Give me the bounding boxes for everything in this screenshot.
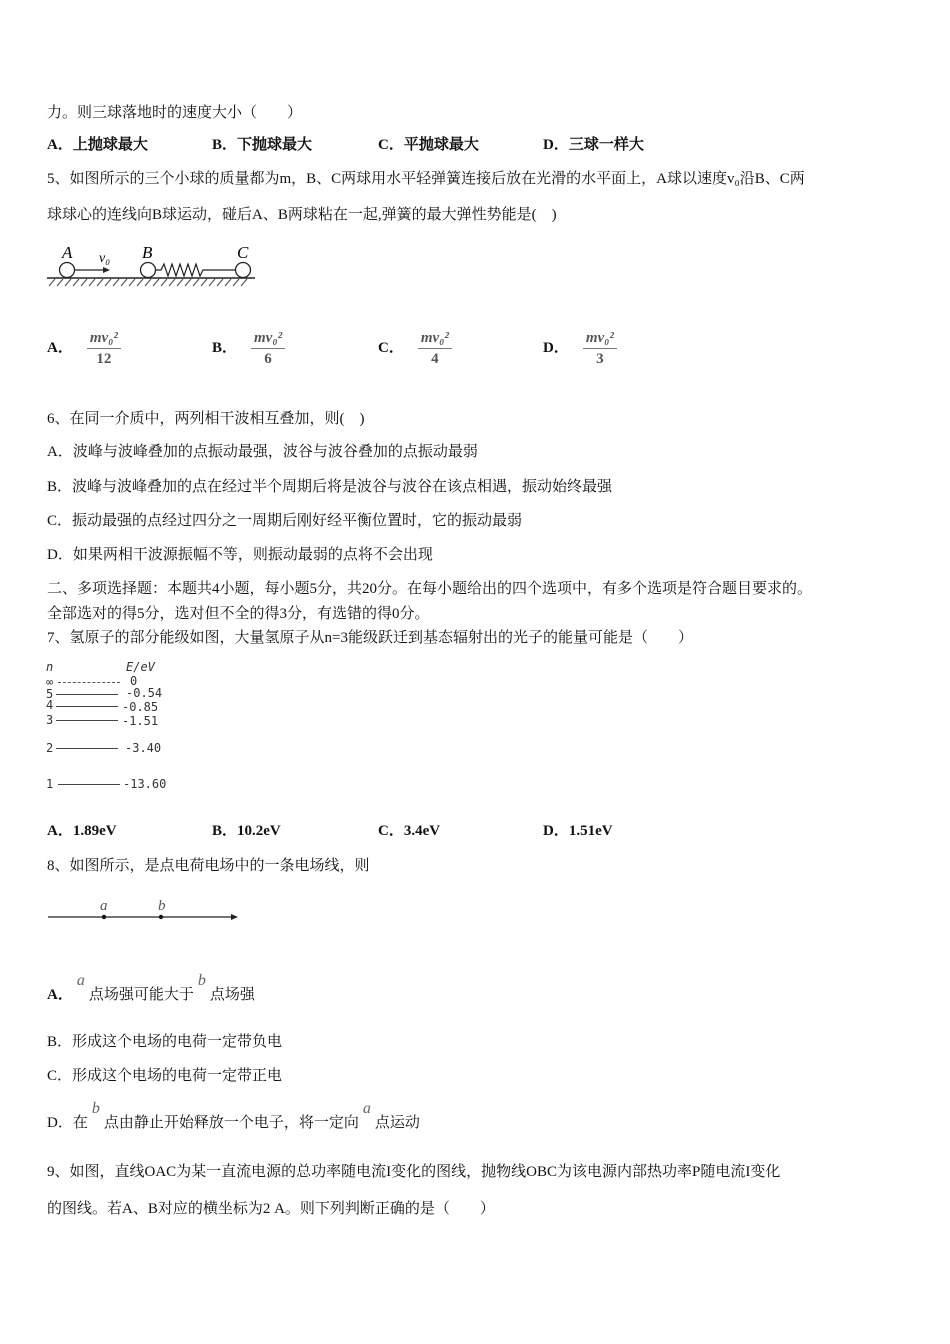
q7-option-b: B．10.2eV [212,823,281,839]
option-text: 点场强 [209,987,255,1003]
q5-stem-line1: 5、如图所示的三个小球的质量都为m，B、C两球用水平轻弹簧连接后放在光滑的水平面上，A球以速度v₀沿B、C两 [47,171,805,187]
q5-option-a [47,328,121,369]
level-n: 5 [46,687,54,701]
q6-option-d: D．如果两相干波源振幅不等，则振动最弱的点将不会出现 [47,547,433,563]
level-n: 4 [46,698,54,712]
fraction [418,328,452,369]
q8-stem: 8、如图所示，是点电荷电场中的一条电场线，则 [47,858,370,874]
numerator: mv₀² [418,328,452,349]
denominator: 6 [264,351,272,367]
symbol-b: b [197,972,206,989]
denominator: 3 [596,351,604,367]
option-letter: A． [47,339,73,356]
energy-level-diagram [46,660,186,795]
fraction [251,328,285,369]
q5-stem-line2: 球球心的连线向B球运动，碰后A、B两球粘在一起,弹簧的最大弹性势能是( ) [47,207,557,223]
q8-option-d [47,1100,420,1133]
numerator: mv₀² [583,328,617,349]
label-c: C [237,243,249,262]
label-a: A [62,243,73,262]
symbol-b: b [91,1100,100,1117]
q9-stem-line1: 9、如图，直线OAC为某一直流电源的总功率随电流I变化的图线，抛物线OBC为该电源内部热功率P随电流I变化 [47,1164,781,1180]
option-letter: D．在 [47,1115,88,1131]
level-n: ∞ [46,675,54,689]
q4-option-d: D．三球一样大 [543,137,644,153]
q8-option-c: C．形成这个电场的电荷一定带正电 [47,1068,283,1084]
level-n: 1 [46,777,54,791]
q6-option-c: C．振动最强的点经过四分之一周期后刚好经平衡位置时，它的振动最弱 [47,513,523,529]
symbol-a: a [76,972,85,989]
section2-line2: 全部选对的得5分，选对但不全的得3分，有选错的得0分。 [47,606,430,622]
level-e: -0.54 [126,686,163,700]
point-a-label: a [100,898,108,914]
level-e: -3.40 [125,741,162,755]
level-e: -13.60 [123,777,167,791]
q4-option-c: C．平抛球最大 [378,137,479,153]
q6-stem: 6、在同一介质中，两列相干波相互叠加，则( ) [47,411,365,427]
level-e: 0 [130,674,138,688]
e-axis-label: E/eV [126,660,155,674]
q4-tail: 力。则三球落地时的速度大小（ ） [47,105,303,121]
q5-figure-balls-spring [45,238,260,296]
q6-option-b: B．波峰与波峰叠加的点在经过半个周期后将是波谷与波谷在该点相遇，振动始终最强 [47,479,613,495]
q7-stem: 7、氢原子的部分能级如图，大量氢原子从n=3能级跃迁到基态辐射出的光子的能量可能是（ ） [47,630,693,646]
q5-option-d [543,328,617,369]
point-b-label: b [158,898,166,914]
numerator: mv₀² [251,328,285,349]
numerator: mv₀² [87,328,121,349]
q7-option-a: A．1.89eV [47,823,117,839]
q8-option-a [47,972,255,1005]
q9-stem-line2: 的图线。若A、B对应的横坐标为2 A。则下列判断正确的是（ ） [47,1201,495,1217]
option-text: 点由静止开始释放一个电子，将一定向 [103,1115,359,1131]
n-axis-label: n [46,660,54,674]
level-e: -0.85 [122,700,159,714]
symbol-a: a [362,1100,371,1117]
level-n: 3 [46,713,54,727]
level-e: -1.51 [122,714,159,728]
label-b: B [142,243,153,262]
q4-option-a: A．上抛球最大 [47,137,148,153]
q4-option-b: B．下抛球最大 [212,137,313,153]
option-letter: D． [543,339,569,356]
fraction [583,328,617,369]
denominator: 4 [431,351,439,367]
option-text: 点运动 [374,1115,420,1131]
q7-option-d: D．1.51eV [543,823,613,839]
q5-option-c [378,328,452,369]
q7-option-c: C．3.4eV [378,823,441,839]
level-n: 2 [46,741,54,755]
electric-field-line-figure [45,893,245,928]
q6-option-a: A．波峰与波峰叠加的点振动最强，波谷与波谷叠加的点振动最弱 [47,444,478,460]
option-letter: B． [212,339,238,356]
option-text: 点场强可能大于 [88,987,194,1003]
section2-line1: 二、多项选择题：本题共4小题，每小题5分，共20分。在每小题给出的四个选项中，有多个选项是符合题目要求的。 [47,581,813,597]
q8-option-b: B．形成这个电场的电荷一定带负电 [47,1034,283,1050]
label-v0: v₀ [99,251,111,266]
fraction [87,328,121,369]
q5-option-b [212,328,285,369]
option-letter: A． [47,987,73,1003]
denominator: 12 [96,351,112,367]
option-letter: C． [378,339,404,356]
